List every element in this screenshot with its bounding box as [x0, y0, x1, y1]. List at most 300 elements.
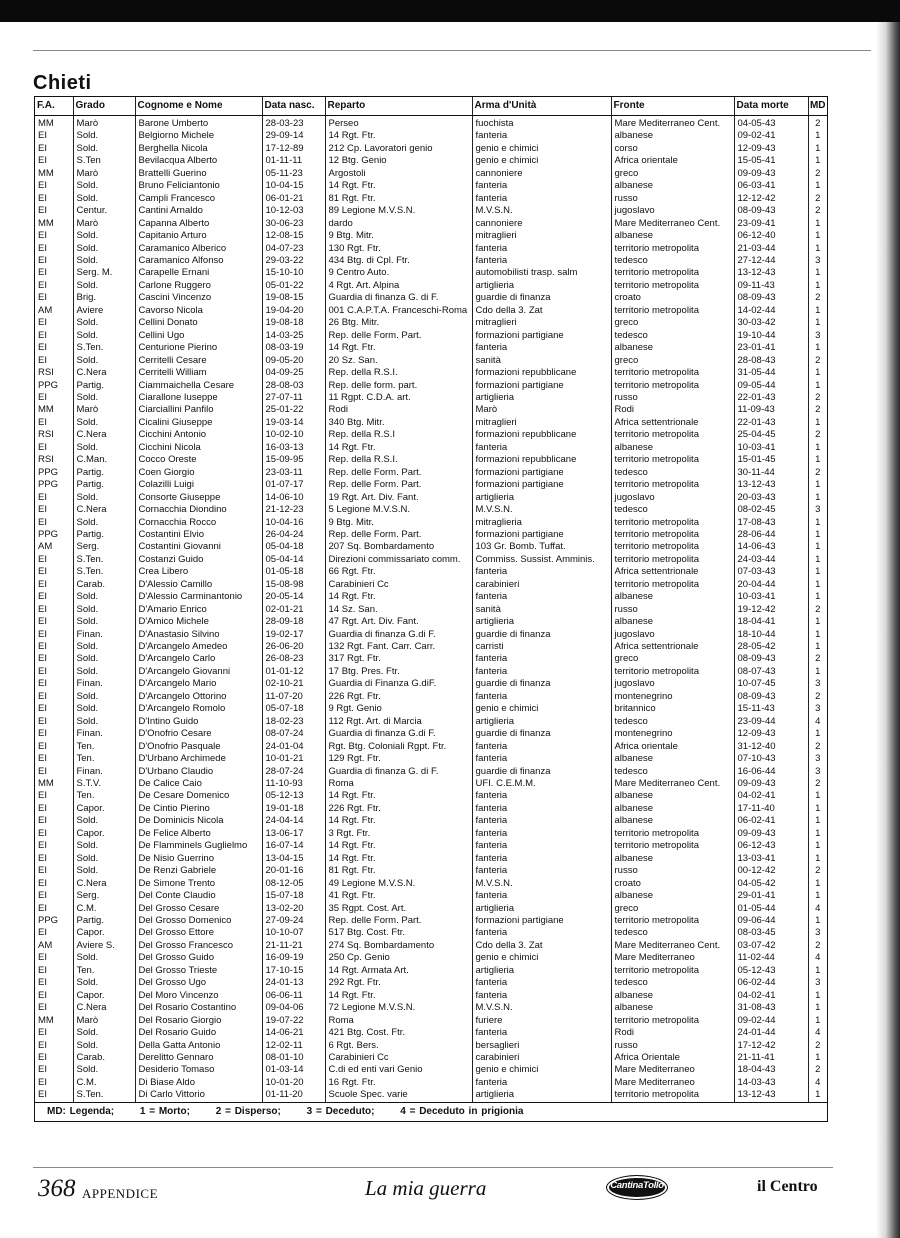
cell-data-morte: 23-09-41 [734, 218, 808, 230]
cell-nome: Brattelli Guerino [135, 168, 262, 180]
cell-arma: cannoniere [472, 218, 611, 230]
cell-data-morte: 12-12-42 [734, 193, 808, 205]
table-row [35, 641, 827, 653]
cell-fa: EI [35, 243, 73, 255]
cell-fa: EI [35, 753, 73, 765]
cell-data-nasc: 01-07-17 [262, 479, 325, 491]
cell-md: 2 [815, 603, 821, 615]
header-rule [33, 50, 871, 51]
cell-fronte: greco [611, 168, 734, 180]
cell-fa: EI [35, 130, 73, 142]
cell-md: 1 [815, 553, 821, 565]
cell-fa: PPG [35, 479, 73, 491]
cell-fronte: territorio metropolita [611, 517, 734, 529]
cell-reparto: Guardia di finanza G. di F. [325, 766, 472, 778]
table-row [35, 728, 827, 740]
cell-fronte: albanese [611, 990, 734, 1002]
cell-fronte: Rodi [611, 1027, 734, 1039]
cell-data-morte: 30-11-44 [734, 467, 808, 479]
cell-grado: Marò [73, 404, 135, 416]
column-header-data-nasc: Data nasc. [262, 97, 325, 116]
cell-arma: M.V.S.N. [472, 205, 611, 217]
cell-nome: D'Alessio Carminantonio [135, 591, 262, 603]
cell-fronte: territorio metropolita [611, 280, 734, 292]
table-row [35, 678, 827, 690]
cell-data-nasc: 27-09-24 [262, 915, 325, 927]
cell-data-morte: 19-10-44 [734, 330, 808, 342]
cell-data-morte: 13-12-43 [734, 1089, 808, 1101]
cell-grado: Sold. [73, 691, 135, 703]
cell-arma: artiglieria [472, 492, 611, 504]
cell-reparto: Rgt. Btg. Coloniali Rgpt. Ftr. [325, 741, 472, 753]
cell-reparto: 517 Btg. Cost. Ftr. [325, 927, 472, 939]
cell-grado: Sold. [73, 417, 135, 429]
cell-nome: D'Intino Guido [135, 716, 262, 728]
cell-arma: genio e chimici [472, 155, 611, 167]
cell-fa: EI [35, 1027, 73, 1039]
md-legend [35, 1102, 827, 1121]
cell-data-morte: 06-03-41 [734, 180, 808, 192]
cell-reparto: 14 Rgt. Ftr. [325, 591, 472, 603]
legend-item: 2 = Disperso; [215, 1105, 281, 1117]
table-row [35, 927, 827, 939]
cell-fronte: Mare Mediterraneo Cent. [611, 940, 734, 952]
cell-data-morte: 05-12-43 [734, 965, 808, 977]
cell-data-morte: 20-04-44 [734, 579, 808, 591]
cell-data-morte: 28-06-44 [734, 529, 808, 541]
cell-nome: Del Grosso Ugo [135, 977, 262, 989]
cell-md: 1 [815, 641, 821, 653]
cell-md: 2 [815, 653, 821, 665]
cell-fronte: albanese [611, 1002, 734, 1014]
cell-reparto: 14 Rgt. Ftr. [325, 853, 472, 865]
cell-arma: formazioni partigiane [472, 380, 611, 392]
cell-data-morte: 16-06-44 [734, 766, 808, 778]
cell-data-nasc: 26-08-23 [262, 653, 325, 665]
cell-data-morte: 06-12-40 [734, 230, 808, 242]
cell-data-nasc: 28-07-24 [262, 766, 325, 778]
cell-data-nasc: 17-12-89 [262, 143, 325, 155]
cell-reparto: 421 Btg. Cost. Ftr. [325, 1027, 472, 1039]
cell-nome: Cornacchia Diondino [135, 504, 262, 516]
table-row [35, 790, 827, 802]
casualty-table [35, 97, 827, 1102]
cell-data-morte: 13-12-43 [734, 267, 808, 279]
cell-arma: artiglieria [472, 903, 611, 915]
cell-data-nasc: 14-06-21 [262, 1027, 325, 1039]
cell-fa: EI [35, 292, 73, 304]
table-row [35, 940, 827, 952]
cell-fa: AM [35, 940, 73, 952]
table-row [35, 305, 827, 317]
cell-md: 1 [815, 890, 821, 902]
cell-fa: EI [35, 1089, 73, 1101]
cell-fronte: Africa orientale [611, 741, 734, 753]
cell-fronte: territorio metropolita [611, 541, 734, 553]
cell-data-morte: 07-10-43 [734, 753, 808, 765]
cell-data-nasc: 01-11-20 [262, 1089, 325, 1101]
cell-data-nasc: 19-01-18 [262, 803, 325, 815]
cell-fa: EI [35, 604, 73, 616]
cell-fa: EI [35, 155, 73, 167]
cell-nome: D'Onofrio Cesare [135, 728, 262, 740]
table-row [35, 1089, 827, 1101]
footer-rule [33, 1167, 833, 1168]
cell-grado: Centur. [73, 205, 135, 217]
cell-reparto: 129 Rgt. Ftr. [325, 753, 472, 765]
cell-grado: Carab. [73, 1052, 135, 1064]
cell-nome: Colazilli Luigi [135, 479, 262, 491]
cell-reparto: 9 Btg. Mitr. [325, 517, 472, 529]
table-row [35, 442, 827, 454]
cell-grado: Sold. [73, 977, 135, 989]
cell-reparto: 226 Rgt. Ftr. [325, 803, 472, 815]
cell-fronte: territorio metropolita [611, 529, 734, 541]
cell-arma: UFI. C.E.M.M. [472, 778, 611, 790]
cell-md: 1 [815, 591, 821, 603]
cell-data-nasc: 04-09-25 [262, 367, 325, 379]
cell-data-nasc: 05-01-22 [262, 280, 325, 292]
cell-data-nasc: 08-03-19 [262, 342, 325, 354]
cell-arma: formazioni repubblicane [472, 367, 611, 379]
cell-reparto: Rep. delle form. part. [325, 380, 472, 392]
table-row [35, 629, 827, 641]
cell-nome: Costantini Elvio [135, 529, 262, 541]
cell-fronte: territorio metropolita [611, 840, 734, 852]
cell-fronte: jugoslavo [611, 678, 734, 690]
cell-reparto: Roma [325, 1015, 472, 1027]
cell-md: 1 [815, 877, 821, 889]
cell-fa: AM [35, 305, 73, 317]
cell-fa: EI [35, 230, 73, 242]
cell-fa: EI [35, 1064, 73, 1076]
cell-arma: formazioni partigiane [472, 330, 611, 342]
cell-arma: automobilisti trasp. salm [472, 267, 611, 279]
cell-nome: Della Gatta Antonio [135, 1040, 262, 1052]
cell-grado: Sold. [73, 604, 135, 616]
cell-reparto: Rep. delle Form. Part. [325, 467, 472, 479]
cell-fronte: jugoslavo [611, 205, 734, 217]
cell-nome: Cicalini Giuseppe [135, 417, 262, 429]
table-row [35, 691, 827, 703]
cell-grado: Sold. [73, 330, 135, 342]
cell-reparto: 66 Rgt. Ftr. [325, 566, 472, 578]
cell-fronte: Africa Orientale [611, 1052, 734, 1064]
cell-data-morte: 06-02-44 [734, 977, 808, 989]
cell-fronte: jugoslavo [611, 492, 734, 504]
cell-grado: Marò [73, 1015, 135, 1027]
table-row [35, 541, 827, 553]
cell-grado: Partig. [73, 915, 135, 927]
table-row [35, 753, 827, 765]
table-row [35, 915, 827, 927]
cell-md: 1 [815, 1002, 821, 1014]
book-title: La mia guerra [365, 1176, 487, 1200]
cell-nome: Capanna Alberto [135, 218, 262, 230]
cell-fa: RSI [35, 367, 73, 379]
cell-nome: Del Grosso Ettore [135, 927, 262, 939]
table-row [35, 865, 827, 877]
cell-fronte: Africa settentrionale [611, 417, 734, 429]
table-row [35, 342, 827, 354]
cell-data-morte: 22-01-43 [734, 417, 808, 429]
table-row [35, 853, 827, 865]
cell-grado: C.M. [73, 903, 135, 915]
cell-data-morte: 12-09-43 [734, 143, 808, 155]
cell-reparto: 35 Rgpt. Cost. Art. [325, 903, 472, 915]
cell-grado: Sold. [73, 255, 135, 267]
cell-fa: MM [35, 168, 73, 180]
cell-md: 1 [815, 242, 821, 254]
cell-data-morte: 08-03-45 [734, 927, 808, 939]
table-row [35, 454, 827, 466]
cell-md: 3 [815, 703, 821, 715]
cell-nome: Di Carlo Vittorio [135, 1089, 262, 1101]
cell-arma: Commiss. Sussist. Amminis. [472, 554, 611, 566]
cell-arma: sanità [472, 604, 611, 616]
column-header-nome: Cognome e Nome [135, 97, 262, 116]
cell-reparto: Rep. delle Form. Part. [325, 479, 472, 491]
cell-data-nasc: 21-11-21 [262, 940, 325, 952]
cell-nome: Cicchini Antonio [135, 429, 262, 441]
cell-nome: Cocco Oreste [135, 454, 262, 466]
cell-fronte: albanese [611, 130, 734, 142]
cell-arma: fanteria [472, 753, 611, 765]
cell-fa: EI [35, 616, 73, 628]
cell-md: 2 [815, 740, 821, 752]
cell-arma: artiglieria [472, 392, 611, 404]
cell-reparto: Roma [325, 778, 472, 790]
cell-md: 1 [815, 279, 821, 291]
cell-data-morte: 23-09-44 [734, 716, 808, 728]
cell-arma: fanteria [472, 1077, 611, 1089]
cell-nome: D'Amico Michele [135, 616, 262, 628]
table-row [35, 417, 827, 429]
cell-md: 2 [815, 167, 821, 179]
cell-md: 3 [815, 765, 821, 777]
cell-data-nasc: 20-01-16 [262, 865, 325, 877]
table-row [35, 330, 827, 342]
cell-fronte: britannico [611, 703, 734, 715]
cell-data-nasc: 08-07-24 [262, 728, 325, 740]
cell-md: 1 [815, 379, 821, 391]
cell-reparto: 292 Rgt. Ftr. [325, 977, 472, 989]
cell-fa: EI [35, 1002, 73, 1014]
sponsor-logo [606, 1175, 668, 1200]
cell-fa: EI [35, 977, 73, 989]
cell-fa: EI [35, 143, 73, 155]
cell-grado: Ten. [73, 965, 135, 977]
cell-md: 1 [815, 1014, 821, 1026]
cell-reparto: 9 Rgt. Genio [325, 703, 472, 715]
legend-item: 1 = Morto; [139, 1105, 190, 1117]
cell-data-morte: 08-09-43 [734, 653, 808, 665]
cell-nome: Centurione Pierino [135, 342, 262, 354]
table-row [35, 1052, 827, 1064]
cell-reparto: Argostoli [325, 168, 472, 180]
cell-nome: De Felice Alberto [135, 828, 262, 840]
cell-fa: EI [35, 442, 73, 454]
cell-nome: Del Moro Vincenzo [135, 990, 262, 1002]
cell-reparto: Guardia di finanza G. di F. [325, 292, 472, 304]
cell-nome: Cerritelli Cesare [135, 355, 262, 367]
table-row [35, 429, 827, 441]
cell-arma: fanteria [472, 691, 611, 703]
cell-fronte: croato [611, 292, 734, 304]
cell-grado: Sold. [73, 716, 135, 728]
cell-grado: Finan. [73, 678, 135, 690]
column-header-fronte: Fronte [611, 97, 734, 116]
cell-reparto: Guardia di finanza G.di F. [325, 629, 472, 641]
cell-grado: Ten. [73, 741, 135, 753]
cell-nome: Desiderio Tomaso [135, 1064, 262, 1076]
cell-nome: D'Arcangelo Amedeo [135, 641, 262, 653]
cell-data-morte: 09-02-41 [734, 130, 808, 142]
cell-fa: PPG [35, 380, 73, 392]
cell-fa: EI [35, 641, 73, 653]
cell-fronte: Mare Mediterraneo Cent. [611, 778, 734, 790]
cell-fa: MM [35, 778, 73, 790]
cell-fronte: Africa settentrionale [611, 641, 734, 653]
cell-fa: EI [35, 330, 73, 342]
cell-grado: Serg. [73, 890, 135, 902]
cell-reparto: dardo [325, 218, 472, 230]
cell-fronte: territorio metropolita [611, 367, 734, 379]
cell-arma: fanteria [472, 853, 611, 865]
cell-fa: EI [35, 579, 73, 591]
table-row [35, 716, 827, 728]
cell-data-morte: 03-07-42 [734, 940, 808, 952]
column-header-grado: Grado [73, 97, 135, 116]
cell-md: 1 [815, 964, 821, 976]
cell-reparto: Rep. delle Form. Part. [325, 330, 472, 342]
cell-data-nasc: 14-03-25 [262, 330, 325, 342]
cell-arma: artiglieria [472, 965, 611, 977]
cell-reparto: 9 Btg. Mitr. [325, 230, 472, 242]
cell-fronte: jugoslavo [611, 629, 734, 641]
cell-fa: AM [35, 541, 73, 553]
cell-fa: EI [35, 815, 73, 827]
cell-md: 1 [815, 416, 821, 428]
cell-nome: Del Grosso Trieste [135, 965, 262, 977]
cell-nome: Costantini Giovanni [135, 541, 262, 553]
cell-data-morte: 30-03-42 [734, 317, 808, 329]
cell-grado: Serg. [73, 541, 135, 553]
cell-reparto: Guardia di Finanza G.diF. [325, 678, 472, 690]
cell-md: 1 [815, 989, 821, 1001]
cell-md: 3 [815, 504, 821, 516]
cell-reparto: 89 Legione M.V.S.N. [325, 205, 472, 217]
cell-arma: fanteria [472, 566, 611, 578]
table-row [35, 977, 827, 989]
cell-reparto: Rep. della R.S.I. [325, 454, 472, 466]
table-row [35, 504, 827, 516]
table-row [35, 492, 827, 504]
cell-data-morte: 11-02-44 [734, 952, 808, 964]
cell-reparto: 250 Cp. Genio [325, 952, 472, 964]
cell-fa: EI [35, 280, 73, 292]
cell-md: 1 [815, 728, 821, 740]
cell-grado: C.Nera [73, 878, 135, 890]
cell-arma: carabinieri [472, 579, 611, 591]
table-row [35, 1015, 827, 1027]
cell-nome: De Renzi Gabriele [135, 865, 262, 877]
cell-data-morte: 23-01-41 [734, 342, 808, 354]
cell-grado: S.T.V. [73, 778, 135, 790]
cell-grado: C.Nera [73, 1002, 135, 1014]
cell-fronte: albanese [611, 790, 734, 802]
table-row [35, 292, 827, 304]
cell-data-morte: 31-08-43 [734, 1002, 808, 1014]
cell-nome: D'Alessio Camillo [135, 579, 262, 591]
cell-grado: Sold. [73, 130, 135, 142]
cell-fronte: albanese [611, 342, 734, 354]
cell-reparto: 317 Rgt. Ftr. [325, 653, 472, 665]
cell-data-morte: 09-06-44 [734, 915, 808, 927]
table-row [35, 604, 827, 616]
cell-arma: fanteria [472, 990, 611, 1002]
cell-grado: Capor. [73, 803, 135, 815]
cell-data-nasc: 02-01-21 [262, 604, 325, 616]
cell-grado: Brig. [73, 292, 135, 304]
cell-arma: fanteria [472, 130, 611, 142]
cell-grado: Sold. [73, 143, 135, 155]
cell-fa: MM [35, 116, 73, 131]
cell-fronte: albanese [611, 853, 734, 865]
cell-data-nasc: 06-06-11 [262, 990, 325, 1002]
cell-fa: MM [35, 218, 73, 230]
cell-fronte: albanese [611, 616, 734, 628]
table-row [35, 591, 827, 603]
cell-md: 1 [815, 441, 821, 453]
cell-grado: S.Ten [73, 155, 135, 167]
cell-data-nasc: 01-03-14 [262, 1064, 325, 1076]
cell-fronte: greco [611, 653, 734, 665]
table-row [35, 355, 827, 367]
cell-fa: EI [35, 554, 73, 566]
table-row [35, 1027, 827, 1039]
cell-data-nasc: 16-09-19 [262, 952, 325, 964]
cell-reparto: 14 Rgt. Ftr. [325, 990, 472, 1002]
cell-grado: Finan. [73, 728, 135, 740]
cell-arma: guardie di finanza [472, 728, 611, 740]
cell-arma: fanteria [472, 890, 611, 902]
cell-nome: De Nisio Guerrino [135, 853, 262, 865]
cell-data-nasc: 15-10-10 [262, 267, 325, 279]
cell-fronte: territorio metropolita [611, 554, 734, 566]
cell-reparto: 14 Rgt. Ftr. [325, 790, 472, 802]
cell-arma: fanteria [472, 741, 611, 753]
cell-data-morte: 24-03-44 [734, 554, 808, 566]
column-header-arma: Arma d'Unità [472, 97, 611, 116]
cell-data-morte: 09-09-43 [734, 778, 808, 790]
region-title: Chieti [33, 72, 92, 94]
cell-fa: EI [35, 790, 73, 802]
cell-data-morte: 24-01-44 [734, 1027, 808, 1039]
cell-fronte: territorio metropolita [611, 305, 734, 317]
cell-nome: D'Anastasio Silvino [135, 629, 262, 641]
cell-md: 1 [815, 217, 821, 229]
cell-arma: carristi [472, 641, 611, 653]
cell-md: 2 [815, 292, 821, 304]
cell-nome: Belgiorno Michele [135, 130, 262, 142]
cell-fa: EI [35, 965, 73, 977]
table-row [35, 990, 827, 1002]
cell-data-morte: 06-12-43 [734, 840, 808, 852]
cell-data-nasc: 09-04-06 [262, 1002, 325, 1014]
cell-md: 2 [815, 205, 821, 217]
cell-data-nasc: 05-07-18 [262, 703, 325, 715]
